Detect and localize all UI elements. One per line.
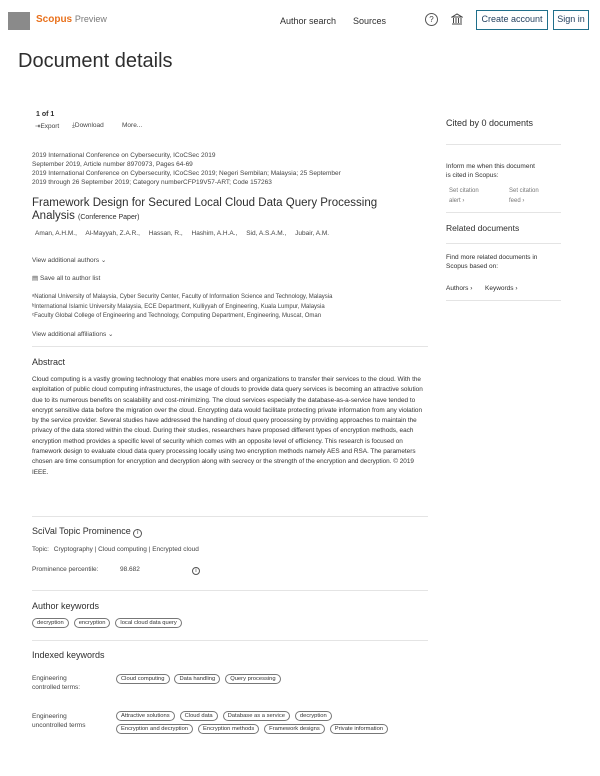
chevron-right-icon: › <box>462 198 465 204</box>
controlled-terms-list <box>116 674 416 687</box>
keyword-chip[interactable]: Private information <box>330 724 388 734</box>
chevron-right-icon: › <box>470 285 473 292</box>
authors-link-label: Authors <box>446 285 469 292</box>
prominence-percentile-label: Prominence percentile: <box>32 566 99 573</box>
document-title <box>32 197 412 224</box>
controlled-label-line: controlled terms: <box>32 684 81 691</box>
divider <box>32 590 428 591</box>
keyword-chip[interactable]: Data handling <box>174 674 220 684</box>
set-citation-alert-link[interactable] <box>449 186 479 206</box>
divider <box>32 516 428 517</box>
save-to-author-list[interactable] <box>32 274 100 282</box>
save-authors-label: Save all to author list <box>39 275 101 282</box>
view-affiliations-label: View additional affiliations <box>32 331 107 338</box>
source-info <box>32 151 432 187</box>
view-additional-authors[interactable] <box>32 256 106 264</box>
source-line: 2019 International Conference on Cybersecurity, ICoCSec 2019 <box>32 152 216 159</box>
info-icon[interactable]: i <box>133 529 142 538</box>
export-icon: ⇥ <box>35 123 41 130</box>
source-line: 2019 through 26 September 2019; Category numberCFP19V57-ART; Code 157263 <box>32 179 272 186</box>
divider <box>446 212 561 213</box>
author-link[interactable]: Al-Mayyah, Z.A.R., <box>85 230 140 237</box>
feed-line <box>509 196 539 206</box>
topic-value[interactable]: Cryptography | Cloud computing | Encrypted cloud <box>53 546 199 553</box>
sources-link[interactable]: Sources <box>353 16 387 26</box>
scopus-logo[interactable] <box>36 14 107 25</box>
keyword-chip[interactable]: Framework designs <box>264 724 325 734</box>
chevron-right-icon: › <box>515 285 518 292</box>
abstract-heading: Abstract <box>32 357 66 367</box>
scival-heading <box>32 526 142 538</box>
institution-icon[interactable] <box>451 13 463 28</box>
affiliation: ᶜFaculty Global College of Engineering and Technology, Computing Department, Engineering, Muscat, Oman <box>32 313 322 319</box>
keyword-chip[interactable]: encryption <box>74 618 111 628</box>
divider <box>446 300 561 301</box>
more-menu[interactable]: More... <box>122 122 143 129</box>
alert-word: alert <box>449 198 461 204</box>
keyword-chip[interactable]: Cloud data <box>180 711 218 721</box>
divider <box>446 144 561 145</box>
elsevier-logo-icon <box>8 12 30 30</box>
related-by-authors-link[interactable] <box>446 285 472 292</box>
export-label: Export <box>40 123 60 130</box>
abstract-text: Cloud computing is a vastly growing technology that enables more users and organizations to transfer their services to the cloud. With the exploitation of public cloud computing infrastructures, the usage of clouds to provide data query services is becoming an attractive solution due to its numerous benefits on scalability and cost-minimizing. The cloud services especially the database-as-a-service have tended to encrypt sensitive data before the migration over the cloud. Encrypting data would facilitate protecting private information from any violation by the service provider. Several studies have addressed the handling of cloud query processing by providing approaches to maintain the privacy of the data stored within the cloud. During their studies, researchers have proposed different types of encryption methods, each encryption method provides a specific level of security which comes with an opposite level of efficiency. This research is focused on framework design to evaluate cloud data query processing locally using two encryption methods namely AES and RSA. The parameters chosen are time consumption for encryption and decryption along with secrecy or the strength of the encryption and decryption. © 2019 IEEE. <box>32 376 423 476</box>
page-title: Document details <box>18 50 173 72</box>
topic-label: Topic: <box>32 546 49 553</box>
chevron-right-icon: › <box>522 198 525 204</box>
keyword-chip[interactable]: Query processing <box>225 674 280 684</box>
cited-by-heading: Cited by 0 documents <box>446 118 534 128</box>
find-line: Scopus based on: <box>446 263 499 270</box>
keyword-chip[interactable]: Encryption and decryption <box>116 724 193 734</box>
author-link[interactable]: Hashim, A.H.A., <box>191 230 238 237</box>
find-related-text <box>446 253 537 271</box>
author-link[interactable]: Jubair, A.M. <box>295 230 330 237</box>
inform-text <box>446 162 535 180</box>
chevron-down-icon: ⌄ <box>108 331 114 338</box>
indexed-keywords-heading: Indexed keywords <box>32 650 105 660</box>
bank-icon <box>451 13 463 25</box>
divider <box>446 243 561 244</box>
keyword-chip[interactable]: decryption <box>32 618 69 628</box>
author-list <box>35 230 336 237</box>
create-account-button[interactable]: Create account <box>476 10 548 30</box>
save-list-icon: ▤ <box>32 275 39 282</box>
controlled-terms-label <box>32 674 80 692</box>
view-additional-affiliations[interactable] <box>32 330 113 338</box>
help-icon[interactable]: ? <box>425 13 438 26</box>
keyword-chip[interactable]: Encryption methods <box>198 724 259 734</box>
prominence-percentile-value: 98.682 <box>120 566 140 573</box>
affiliation: ᵃNational University of Malaysia, Cyber Security Center, Faculty of Information Science and Technology, Malaysia <box>32 294 333 300</box>
download-button[interactable] <box>72 122 104 130</box>
document-title-text: Framework Design for Secured Local Cloud Data Query Processing Analysis <box>32 197 378 222</box>
controlled-label-line: Engineering <box>32 675 67 682</box>
scival-heading-text: SciVal Topic Prominence <box>32 526 131 536</box>
brand-name: Scopus <box>36 14 73 25</box>
uncontrolled-terms-label <box>32 712 85 730</box>
author-search-link[interactable]: Author search <box>280 16 337 26</box>
download-icon: ⤓ <box>72 122 75 129</box>
inform-line: is cited in Scopus: <box>446 172 499 179</box>
result-counter: 1 of 1 <box>36 111 55 118</box>
related-documents-heading: Related documents <box>446 223 520 233</box>
find-line: Find more related documents in <box>446 254 538 261</box>
view-authors-label: View additional authors <box>32 257 100 264</box>
divider <box>32 640 428 641</box>
chevron-down-icon: ⌄ <box>100 257 107 264</box>
affiliations <box>32 293 432 322</box>
export-button[interactable] <box>35 122 59 130</box>
keywords-link-label: Keywords <box>485 285 514 292</box>
author-link[interactable]: Aman, A.H.M., <box>35 230 77 237</box>
author-keywords-heading: Author keywords <box>32 601 100 611</box>
keyword-chip[interactable]: Attractive solutions <box>116 711 175 721</box>
feed-line: Set citation <box>509 188 539 194</box>
sign-in-button[interactable]: Sign in <box>553 10 589 30</box>
keyword-chip[interactable]: local cloud data query <box>115 618 181 628</box>
keyword-chip[interactable]: decryption <box>295 711 332 721</box>
keyword-chip[interactable]: Cloud computing <box>116 674 170 684</box>
uncontrolled-label-line: uncontrolled terms <box>32 722 86 729</box>
uncontrolled-label-line: Engineering <box>32 713 67 720</box>
author-link[interactable]: Hassan, R., <box>148 230 183 237</box>
alert-line <box>449 196 479 206</box>
inform-line: Inform me when this document <box>446 163 535 170</box>
brand-suffix: Preview <box>74 14 107 24</box>
alert-line: Set citation <box>449 188 479 194</box>
author-keyword-list <box>32 618 185 631</box>
author-link[interactable]: Sid, A.S.A.M., <box>246 230 287 237</box>
document-type: (Conference Paper) <box>78 213 140 221</box>
affiliation: ᵇInternational Islamic University Malaysia, ECE Department, Kulliyyah of Engineering, Kuala Lumpur, Malaysia <box>32 303 325 310</box>
uncontrolled-terms-list <box>116 711 416 737</box>
set-citation-feed-link[interactable] <box>509 186 539 206</box>
source-line: 2019 International Conference on Cybersecurity, ICoCSec 2019; Negeri Sembilan; Malaysia; 25 September <box>32 170 341 177</box>
download-label: Download <box>74 122 104 129</box>
feed-word: feed <box>509 198 521 204</box>
scival-topic <box>32 546 199 553</box>
keyword-chip[interactable]: Database as a service <box>223 711 290 721</box>
divider <box>32 346 428 347</box>
source-line: September 2019, Article number 8970973, Pages 64-69 <box>32 161 193 168</box>
info-icon[interactable]: i <box>192 567 200 575</box>
related-by-keywords-link[interactable] <box>485 285 518 292</box>
